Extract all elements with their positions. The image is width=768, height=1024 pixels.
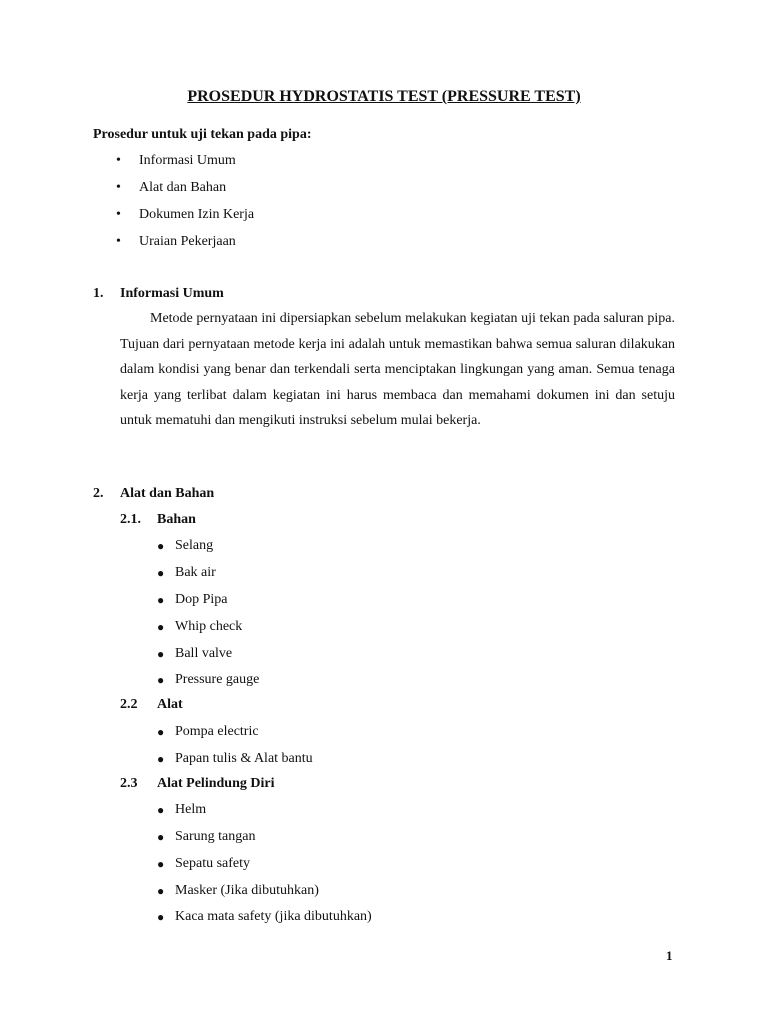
section-2-number: 2. <box>93 486 104 501</box>
list-item-label: Uraian Pekerjaan <box>139 234 236 249</box>
bullet-icon: ● <box>157 803 165 817</box>
list-item-label: Dokumen Izin Kerja <box>139 207 255 222</box>
subsection-2-2-number: 2.2 <box>120 697 138 712</box>
intro-heading: Prosedur untuk uji tekan pada pipa: <box>93 127 312 142</box>
list-item-label: Masker (Jika dibutuhkan) <box>175 883 319 898</box>
list-item-label: Papan tulis & Alat bantu <box>175 751 313 766</box>
bullet-icon: ● <box>157 857 165 871</box>
bullet-icon: ● <box>157 593 165 607</box>
section-1-number: 1. <box>93 286 104 301</box>
list-item-label: Sarung tangan <box>175 829 256 844</box>
bullet-icon: ● <box>157 884 165 898</box>
section-2-heading: Alat dan Bahan <box>120 486 215 501</box>
subsection-2-1-number: 2.1. <box>120 512 141 527</box>
list-item-label: Ball valve <box>175 646 233 661</box>
list-item-label: Helm <box>175 802 207 817</box>
bullet-icon: ● <box>157 620 165 634</box>
bullet-icon: ● <box>157 752 165 766</box>
list-item-label: Whip check <box>175 619 243 634</box>
bullet-icon: ● <box>157 910 165 924</box>
page-number: 1 <box>666 948 673 963</box>
list-item-label: Bak air <box>175 565 216 580</box>
list-item-label: Sepatu safety <box>175 856 251 871</box>
list-item-label: Informasi Umum <box>139 153 236 168</box>
list-item-label: Dop Pipa <box>175 592 228 607</box>
section-1-heading: Informasi Umum <box>120 286 224 301</box>
subsection-2-1-heading: Bahan <box>157 512 196 527</box>
bullet-icon: ● <box>157 647 165 661</box>
bullet-icon: ● <box>157 539 165 553</box>
subsection-2-2-heading: Alat <box>157 697 183 712</box>
subsection-2-3-number: 2.3 <box>120 776 138 791</box>
subsection-2-3-heading: Alat Pelindung Diri <box>157 776 275 791</box>
bullet-icon: • <box>116 153 121 168</box>
bullet-icon: ● <box>157 725 165 739</box>
bullet-icon: • <box>116 180 121 195</box>
bullet-icon: • <box>116 234 121 249</box>
bullet-icon: ● <box>157 673 165 687</box>
document-title: PROSEDUR HYDROSTATIS TEST (PRESSURE TEST) <box>187 88 581 105</box>
section-1-paragraph: Metode pernyataan ini dipersiapkan sebelum melakukan kegiatan uji tekan pada saluran pipa. Tujuan dari pernyataan metode kerja ini adalah untuk memastikan bahwa semua saluran dilakukan dalam kondisi yang benar dan terkendali serta menciptakan lingkungan yang aman. Semua tenaga kerja yang terlibat dalam kegiatan ini harus membaca dan memahami dokumen ini dan setuju untuk mematuhi dan mengikuti instruksi sebelum mulai bekerja. <box>120 311 675 428</box>
list-item-label: Alat dan Bahan <box>139 180 227 195</box>
list-item-label: Selang <box>175 538 214 553</box>
bullet-icon: ● <box>157 830 165 844</box>
list-item-label: Pressure gauge <box>175 672 260 687</box>
list-item-label: Kaca mata safety (jika dibutuhkan) <box>175 909 372 924</box>
bullet-icon: ● <box>157 566 165 580</box>
bullet-icon: • <box>116 207 121 222</box>
list-item-label: Pompa electric <box>175 724 259 739</box>
